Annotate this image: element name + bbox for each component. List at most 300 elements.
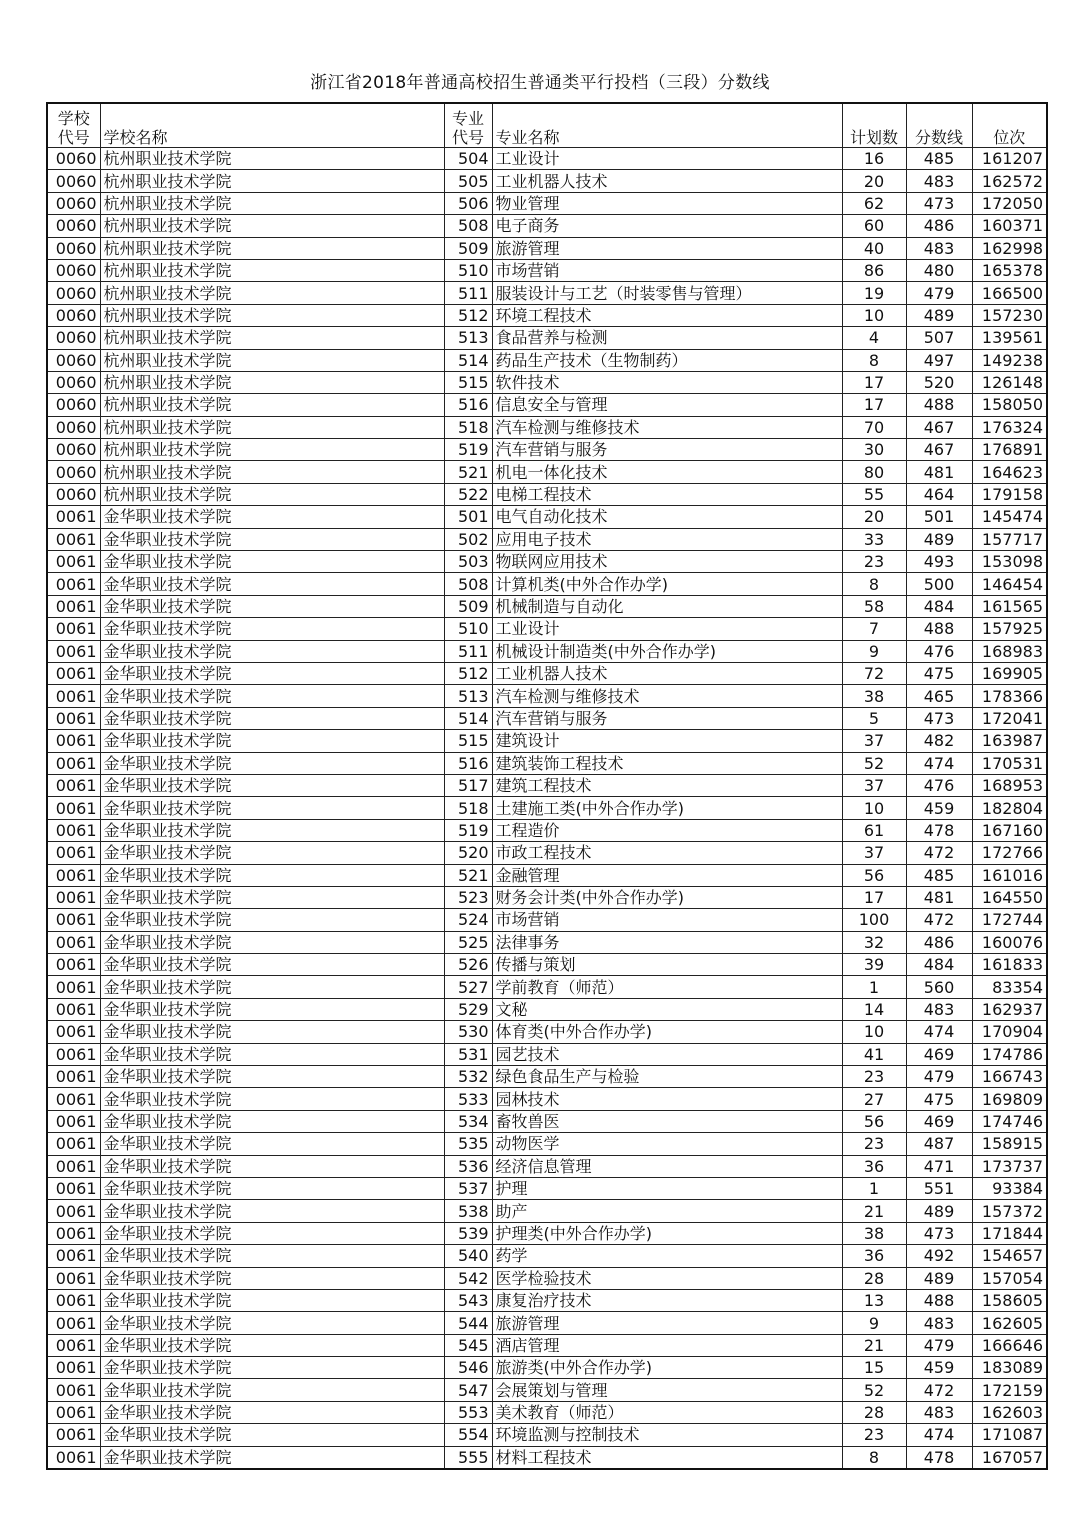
plan-count-cell: 30 [842, 439, 906, 461]
rank-cell: 172766 [972, 842, 1047, 864]
school-name-cell: 杭州职业技术学院 [100, 483, 444, 505]
rank-cell: 169809 [972, 1088, 1047, 1110]
school-code-cell: 0061 [47, 1267, 100, 1289]
score-line-cell: 501 [906, 506, 972, 528]
school-name-cell: 金华职业技术学院 [100, 1312, 444, 1334]
table-row [47, 349, 1047, 371]
school-name-cell: 金华职业技术学院 [100, 1401, 444, 1423]
rank-cell: 160076 [972, 931, 1047, 953]
plan-count-cell: 52 [842, 752, 906, 774]
table-row [47, 640, 1047, 662]
header-major-name: 专业名称 [492, 103, 842, 148]
table-row [47, 192, 1047, 214]
table-row [47, 1066, 1047, 1088]
school-name-cell: 金华职业技术学院 [100, 1110, 444, 1132]
score-line-cell: 481 [906, 886, 972, 908]
school-name-cell: 金华职业技术学院 [100, 685, 444, 707]
school-name-cell: 金华职业技术学院 [100, 1446, 444, 1469]
school-code-cell: 0061 [47, 1088, 100, 1110]
school-name-cell: 金华职业技术学院 [100, 1200, 444, 1222]
rank-cell: 146454 [972, 573, 1047, 595]
major-name-cell: 建筑设计 [492, 730, 842, 752]
score-table [46, 102, 1048, 1470]
score-line-cell: 473 [906, 1222, 972, 1244]
table-row [47, 1289, 1047, 1311]
score-line-cell: 507 [906, 327, 972, 349]
school-code-cell: 0060 [47, 327, 100, 349]
school-name-cell: 杭州职业技术学院 [100, 170, 444, 192]
plan-count-cell: 1 [842, 1177, 906, 1199]
score-line-cell: 482 [906, 730, 972, 752]
rank-cell: 174746 [972, 1110, 1047, 1132]
major-name-cell: 传播与策划 [492, 954, 842, 976]
header-school-name: 学校名称 [100, 103, 444, 148]
plan-count-cell: 9 [842, 640, 906, 662]
major-name-cell: 工程造价 [492, 819, 842, 841]
plan-count-cell: 28 [842, 1267, 906, 1289]
table-row [47, 595, 1047, 617]
school-name-cell: 金华职业技术学院 [100, 1267, 444, 1289]
score-line-cell: 471 [906, 1155, 972, 1177]
major-name-cell: 工业机器人技术 [492, 170, 842, 192]
score-line-cell: 474 [906, 1021, 972, 1043]
table-row [47, 394, 1047, 416]
school-code-cell: 0060 [47, 461, 100, 483]
major-code-cell: 518 [444, 416, 492, 438]
table-row [47, 416, 1047, 438]
rank-cell: 164550 [972, 886, 1047, 908]
plan-count-cell: 38 [842, 1222, 906, 1244]
major-name-cell: 动物医学 [492, 1133, 842, 1155]
table-row [47, 1177, 1047, 1199]
major-code-cell: 542 [444, 1267, 492, 1289]
rank-cell: 172050 [972, 192, 1047, 214]
major-name-cell: 电子商务 [492, 215, 842, 237]
score-line-cell: 486 [906, 931, 972, 953]
school-name-cell: 杭州职业技术学院 [100, 237, 444, 259]
major-name-cell: 市政工程技术 [492, 842, 842, 864]
major-name-cell: 建筑工程技术 [492, 774, 842, 796]
plan-count-cell: 86 [842, 259, 906, 281]
school-name-cell: 金华职业技术学院 [100, 886, 444, 908]
major-name-cell: 学前教育（师范） [492, 976, 842, 998]
table-row [47, 439, 1047, 461]
school-code-cell: 0061 [47, 752, 100, 774]
plan-count-cell: 21 [842, 1334, 906, 1356]
school-code-cell: 0061 [47, 864, 100, 886]
score-line-cell: 478 [906, 1446, 972, 1469]
school-code-cell: 0061 [47, 819, 100, 841]
school-name-cell: 金华职业技术学院 [100, 909, 444, 931]
major-name-cell: 助产 [492, 1200, 842, 1222]
school-name-cell: 杭州职业技术学院 [100, 461, 444, 483]
major-code-cell: 505 [444, 170, 492, 192]
school-code-cell: 0060 [47, 349, 100, 371]
table-row [47, 864, 1047, 886]
score-line-cell: 479 [906, 282, 972, 304]
school-name-cell: 金华职业技术学院 [100, 1088, 444, 1110]
plan-count-cell: 9 [842, 1312, 906, 1334]
major-code-cell: 516 [444, 394, 492, 416]
score-line-cell: 481 [906, 461, 972, 483]
table-row [47, 1245, 1047, 1267]
page-title: 浙江省2018年普通高校招生普通类平行投档（三段）分数线 [310, 73, 770, 93]
table-row [47, 1312, 1047, 1334]
header-major-code-line1: 专业 [451, 109, 484, 128]
school-name-cell: 金华职业技术学院 [100, 730, 444, 752]
major-code-cell: 515 [444, 730, 492, 752]
school-code-cell: 0061 [47, 842, 100, 864]
school-code-cell: 0060 [47, 148, 100, 170]
major-code-cell: 502 [444, 528, 492, 550]
major-code-cell: 554 [444, 1424, 492, 1446]
table-row [47, 998, 1047, 1020]
score-line-cell: 459 [906, 797, 972, 819]
major-code-cell: 527 [444, 976, 492, 998]
school-name-cell: 金华职业技术学院 [100, 595, 444, 617]
school-name-cell: 金华职业技术学院 [100, 506, 444, 528]
plan-count-cell: 41 [842, 1043, 906, 1065]
table-row [47, 819, 1047, 841]
rank-cell: 139561 [972, 327, 1047, 349]
school-name-cell: 杭州职业技术学院 [100, 148, 444, 170]
major-name-cell: 旅游管理 [492, 1312, 842, 1334]
school-name-cell: 杭州职业技术学院 [100, 192, 444, 214]
school-code-cell: 0061 [47, 1357, 100, 1379]
school-name-cell: 金华职业技术学院 [100, 707, 444, 729]
school-code-cell: 0060 [47, 439, 100, 461]
rank-cell: 154657 [972, 1245, 1047, 1267]
school-code-cell: 0061 [47, 774, 100, 796]
table-row [47, 215, 1047, 237]
table-row [47, 1401, 1047, 1423]
plan-count-cell: 10 [842, 1021, 906, 1043]
plan-count-cell: 60 [842, 215, 906, 237]
school-code-cell: 0060 [47, 282, 100, 304]
school-code-cell: 0061 [47, 1110, 100, 1132]
school-code-cell: 0060 [47, 416, 100, 438]
major-name-cell: 医学检验技术 [492, 1267, 842, 1289]
school-name-cell: 杭州职业技术学院 [100, 371, 444, 393]
major-name-cell: 软件技术 [492, 371, 842, 393]
rank-cell: 168953 [972, 774, 1047, 796]
major-code-cell: 510 [444, 259, 492, 281]
plan-count-cell: 1 [842, 976, 906, 998]
school-name-cell: 金华职业技术学院 [100, 819, 444, 841]
score-line-cell: 474 [906, 1424, 972, 1446]
major-name-cell: 绿色食品生产与检验 [492, 1066, 842, 1088]
table-row [47, 662, 1047, 684]
major-code-cell: 515 [444, 371, 492, 393]
score-line-cell: 500 [906, 573, 972, 595]
plan-count-cell: 36 [842, 1155, 906, 1177]
major-code-cell: 543 [444, 1289, 492, 1311]
rank-cell: 126148 [972, 371, 1047, 393]
score-line-cell: 467 [906, 416, 972, 438]
major-name-cell: 电梯工程技术 [492, 483, 842, 505]
table-row [47, 1155, 1047, 1177]
school-name-cell: 杭州职业技术学院 [100, 215, 444, 237]
school-name-cell: 金华职业技术学院 [100, 998, 444, 1020]
major-code-cell: 531 [444, 1043, 492, 1065]
school-code-cell: 0061 [47, 1401, 100, 1423]
table-row [47, 707, 1047, 729]
plan-count-cell: 4 [842, 327, 906, 349]
major-code-cell: 520 [444, 842, 492, 864]
school-code-cell: 0061 [47, 954, 100, 976]
school-code-cell: 0060 [47, 483, 100, 505]
school-code-cell: 0060 [47, 215, 100, 237]
school-name-cell: 金华职业技术学院 [100, 662, 444, 684]
score-line-cell: 480 [906, 259, 972, 281]
plan-count-cell: 100 [842, 909, 906, 931]
school-code-cell: 0061 [47, 1424, 100, 1446]
major-name-cell: 美术教育（师范） [492, 1401, 842, 1423]
plan-count-cell: 61 [842, 819, 906, 841]
school-code-cell: 0061 [47, 595, 100, 617]
school-code-cell: 0060 [47, 237, 100, 259]
school-code-cell: 0061 [47, 1133, 100, 1155]
score-line-cell: 483 [906, 170, 972, 192]
table-row [47, 976, 1047, 998]
major-code-cell: 506 [444, 192, 492, 214]
major-name-cell: 汽车营销与服务 [492, 707, 842, 729]
header-plan: 计划数 [842, 103, 906, 148]
rank-cell: 174786 [972, 1043, 1047, 1065]
major-code-cell: 544 [444, 1312, 492, 1334]
score-line-cell: 489 [906, 528, 972, 550]
rank-cell: 153098 [972, 551, 1047, 573]
school-code-cell: 0061 [47, 1334, 100, 1356]
major-code-cell: 555 [444, 1446, 492, 1469]
score-line-cell: 485 [906, 864, 972, 886]
rank-cell: 171087 [972, 1424, 1047, 1446]
table-row [47, 528, 1047, 550]
rank-cell: 169905 [972, 662, 1047, 684]
rank-cell: 168983 [972, 640, 1047, 662]
table-row [47, 148, 1047, 170]
major-name-cell: 工业设计 [492, 618, 842, 640]
school-name-cell: 金华职业技术学院 [100, 1155, 444, 1177]
major-name-cell: 护理类(中外合作办学) [492, 1222, 842, 1244]
school-name-cell: 金华职业技术学院 [100, 1043, 444, 1065]
plan-count-cell: 23 [842, 1066, 906, 1088]
rank-cell: 170904 [972, 1021, 1047, 1043]
major-name-cell: 土建施工类(中外合作办学) [492, 797, 842, 819]
school-name-cell: 金华职业技术学院 [100, 752, 444, 774]
school-code-cell: 0061 [47, 1289, 100, 1311]
score-line-cell: 484 [906, 954, 972, 976]
plan-count-cell: 20 [842, 506, 906, 528]
major-name-cell: 畜牧兽医 [492, 1110, 842, 1132]
school-code-cell: 0061 [47, 1155, 100, 1177]
rank-cell: 157054 [972, 1267, 1047, 1289]
rank-cell: 149238 [972, 349, 1047, 371]
major-name-cell: 应用电子技术 [492, 528, 842, 550]
major-code-cell: 546 [444, 1357, 492, 1379]
score-line-cell: 472 [906, 1379, 972, 1401]
major-name-cell: 体育类(中外合作办学) [492, 1021, 842, 1043]
school-code-cell: 0061 [47, 1379, 100, 1401]
major-name-cell: 工业机器人技术 [492, 662, 842, 684]
table-row [47, 1334, 1047, 1356]
rank-cell: 178366 [972, 685, 1047, 707]
rank-cell: 160371 [972, 215, 1047, 237]
school-code-cell: 0061 [47, 1446, 100, 1469]
score-line-cell: 560 [906, 976, 972, 998]
rank-cell: 166500 [972, 282, 1047, 304]
plan-count-cell: 28 [842, 1401, 906, 1423]
score-line-cell: 483 [906, 1312, 972, 1334]
school-code-cell: 0061 [47, 528, 100, 550]
school-name-cell: 金华职业技术学院 [100, 1133, 444, 1155]
rank-cell: 183089 [972, 1357, 1047, 1379]
major-code-cell: 501 [444, 506, 492, 528]
major-name-cell: 酒店管理 [492, 1334, 842, 1356]
rank-cell: 157230 [972, 304, 1047, 326]
school-code-cell: 0061 [47, 1200, 100, 1222]
score-line-cell: 476 [906, 640, 972, 662]
school-name-cell: 金华职业技术学院 [100, 551, 444, 573]
rank-cell: 158915 [972, 1133, 1047, 1155]
score-line-cell: 464 [906, 483, 972, 505]
school-code-cell: 0061 [47, 730, 100, 752]
table-row [47, 371, 1047, 393]
table-row [47, 1021, 1047, 1043]
table-row [47, 1200, 1047, 1222]
rank-cell: 179158 [972, 483, 1047, 505]
score-line-cell: 474 [906, 752, 972, 774]
rank-cell: 167057 [972, 1446, 1047, 1469]
rank-cell: 170531 [972, 752, 1047, 774]
school-name-cell: 金华职业技术学院 [100, 797, 444, 819]
major-name-cell: 计算机类(中外合作办学) [492, 573, 842, 595]
score-line-cell: 467 [906, 439, 972, 461]
score-line-cell: 492 [906, 1245, 972, 1267]
table-row [47, 1222, 1047, 1244]
major-code-cell: 532 [444, 1066, 492, 1088]
major-name-cell: 汽车检测与维修技术 [492, 416, 842, 438]
major-code-cell: 509 [444, 237, 492, 259]
score-line-cell: 469 [906, 1043, 972, 1065]
plan-count-cell: 58 [842, 595, 906, 617]
score-line-cell: 472 [906, 842, 972, 864]
major-name-cell: 药学 [492, 1245, 842, 1267]
rank-cell: 176891 [972, 439, 1047, 461]
score-line-cell: 483 [906, 998, 972, 1020]
table-row [47, 551, 1047, 573]
school-code-cell: 0061 [47, 685, 100, 707]
score-line-cell: 489 [906, 1267, 972, 1289]
table-row [47, 1379, 1047, 1401]
score-line-cell: 497 [906, 349, 972, 371]
school-code-cell: 0061 [47, 640, 100, 662]
table-row [47, 909, 1047, 931]
major-name-cell: 市场营销 [492, 259, 842, 281]
rank-cell: 157372 [972, 1200, 1047, 1222]
major-code-cell: 511 [444, 282, 492, 304]
major-code-cell: 504 [444, 148, 492, 170]
major-code-cell: 529 [444, 998, 492, 1020]
score-line-cell: 488 [906, 394, 972, 416]
plan-count-cell: 40 [842, 237, 906, 259]
major-name-cell: 机电一体化技术 [492, 461, 842, 483]
score-line-cell: 551 [906, 1177, 972, 1199]
school-name-cell: 金华职业技术学院 [100, 774, 444, 796]
major-name-cell: 物联网应用技术 [492, 551, 842, 573]
table-row [47, 931, 1047, 953]
plan-count-cell: 36 [842, 1245, 906, 1267]
major-name-cell: 药品生产技术（生物制药） [492, 349, 842, 371]
plan-count-cell: 20 [842, 170, 906, 192]
major-code-cell: 514 [444, 707, 492, 729]
school-code-cell: 0061 [47, 707, 100, 729]
school-name-cell: 金华职业技术学院 [100, 1177, 444, 1199]
major-name-cell: 信息安全与管理 [492, 394, 842, 416]
header-major-code-line2: 代号 [451, 128, 484, 147]
rank-cell: 171844 [972, 1222, 1047, 1244]
rank-cell: 158050 [972, 394, 1047, 416]
rank-cell: 161833 [972, 954, 1047, 976]
major-code-cell: 513 [444, 685, 492, 707]
rank-cell: 157925 [972, 618, 1047, 640]
major-code-cell: 525 [444, 931, 492, 953]
table-row [47, 886, 1047, 908]
school-code-cell: 0061 [47, 1312, 100, 1334]
table-row [47, 752, 1047, 774]
school-code-cell: 0061 [47, 1043, 100, 1065]
rank-cell: 165378 [972, 259, 1047, 281]
plan-count-cell: 37 [842, 774, 906, 796]
plan-count-cell: 13 [842, 1289, 906, 1311]
school-name-cell: 金华职业技术学院 [100, 1222, 444, 1244]
major-name-cell: 护理 [492, 1177, 842, 1199]
plan-count-cell: 10 [842, 797, 906, 819]
plan-count-cell: 27 [842, 1088, 906, 1110]
school-name-cell: 杭州职业技术学院 [100, 259, 444, 281]
score-line-cell: 488 [906, 1289, 972, 1311]
rank-cell: 161016 [972, 864, 1047, 886]
plan-count-cell: 56 [842, 864, 906, 886]
plan-count-cell: 16 [842, 148, 906, 170]
major-code-cell: 519 [444, 439, 492, 461]
table-header-row [47, 103, 1047, 148]
plan-count-cell: 17 [842, 886, 906, 908]
rank-cell: 162937 [972, 998, 1047, 1020]
school-name-cell: 金华职业技术学院 [100, 864, 444, 886]
rank-cell: 158605 [972, 1289, 1047, 1311]
school-code-cell: 0061 [47, 909, 100, 931]
plan-count-cell: 33 [842, 528, 906, 550]
plan-count-cell: 38 [842, 685, 906, 707]
score-line-cell: 488 [906, 618, 972, 640]
rank-cell: 172041 [972, 707, 1047, 729]
major-code-cell: 522 [444, 483, 492, 505]
school-code-cell: 0060 [47, 371, 100, 393]
plan-count-cell: 8 [842, 573, 906, 595]
plan-count-cell: 7 [842, 618, 906, 640]
score-line-cell: 493 [906, 551, 972, 573]
major-code-cell: 535 [444, 1133, 492, 1155]
plan-count-cell: 15 [842, 1357, 906, 1379]
major-name-cell: 电气自动化技术 [492, 506, 842, 528]
table-row [47, 170, 1047, 192]
major-code-cell: 537 [444, 1177, 492, 1199]
table-row [47, 461, 1047, 483]
table-row [47, 1357, 1047, 1379]
table-row [47, 1267, 1047, 1289]
table-row [47, 1110, 1047, 1132]
